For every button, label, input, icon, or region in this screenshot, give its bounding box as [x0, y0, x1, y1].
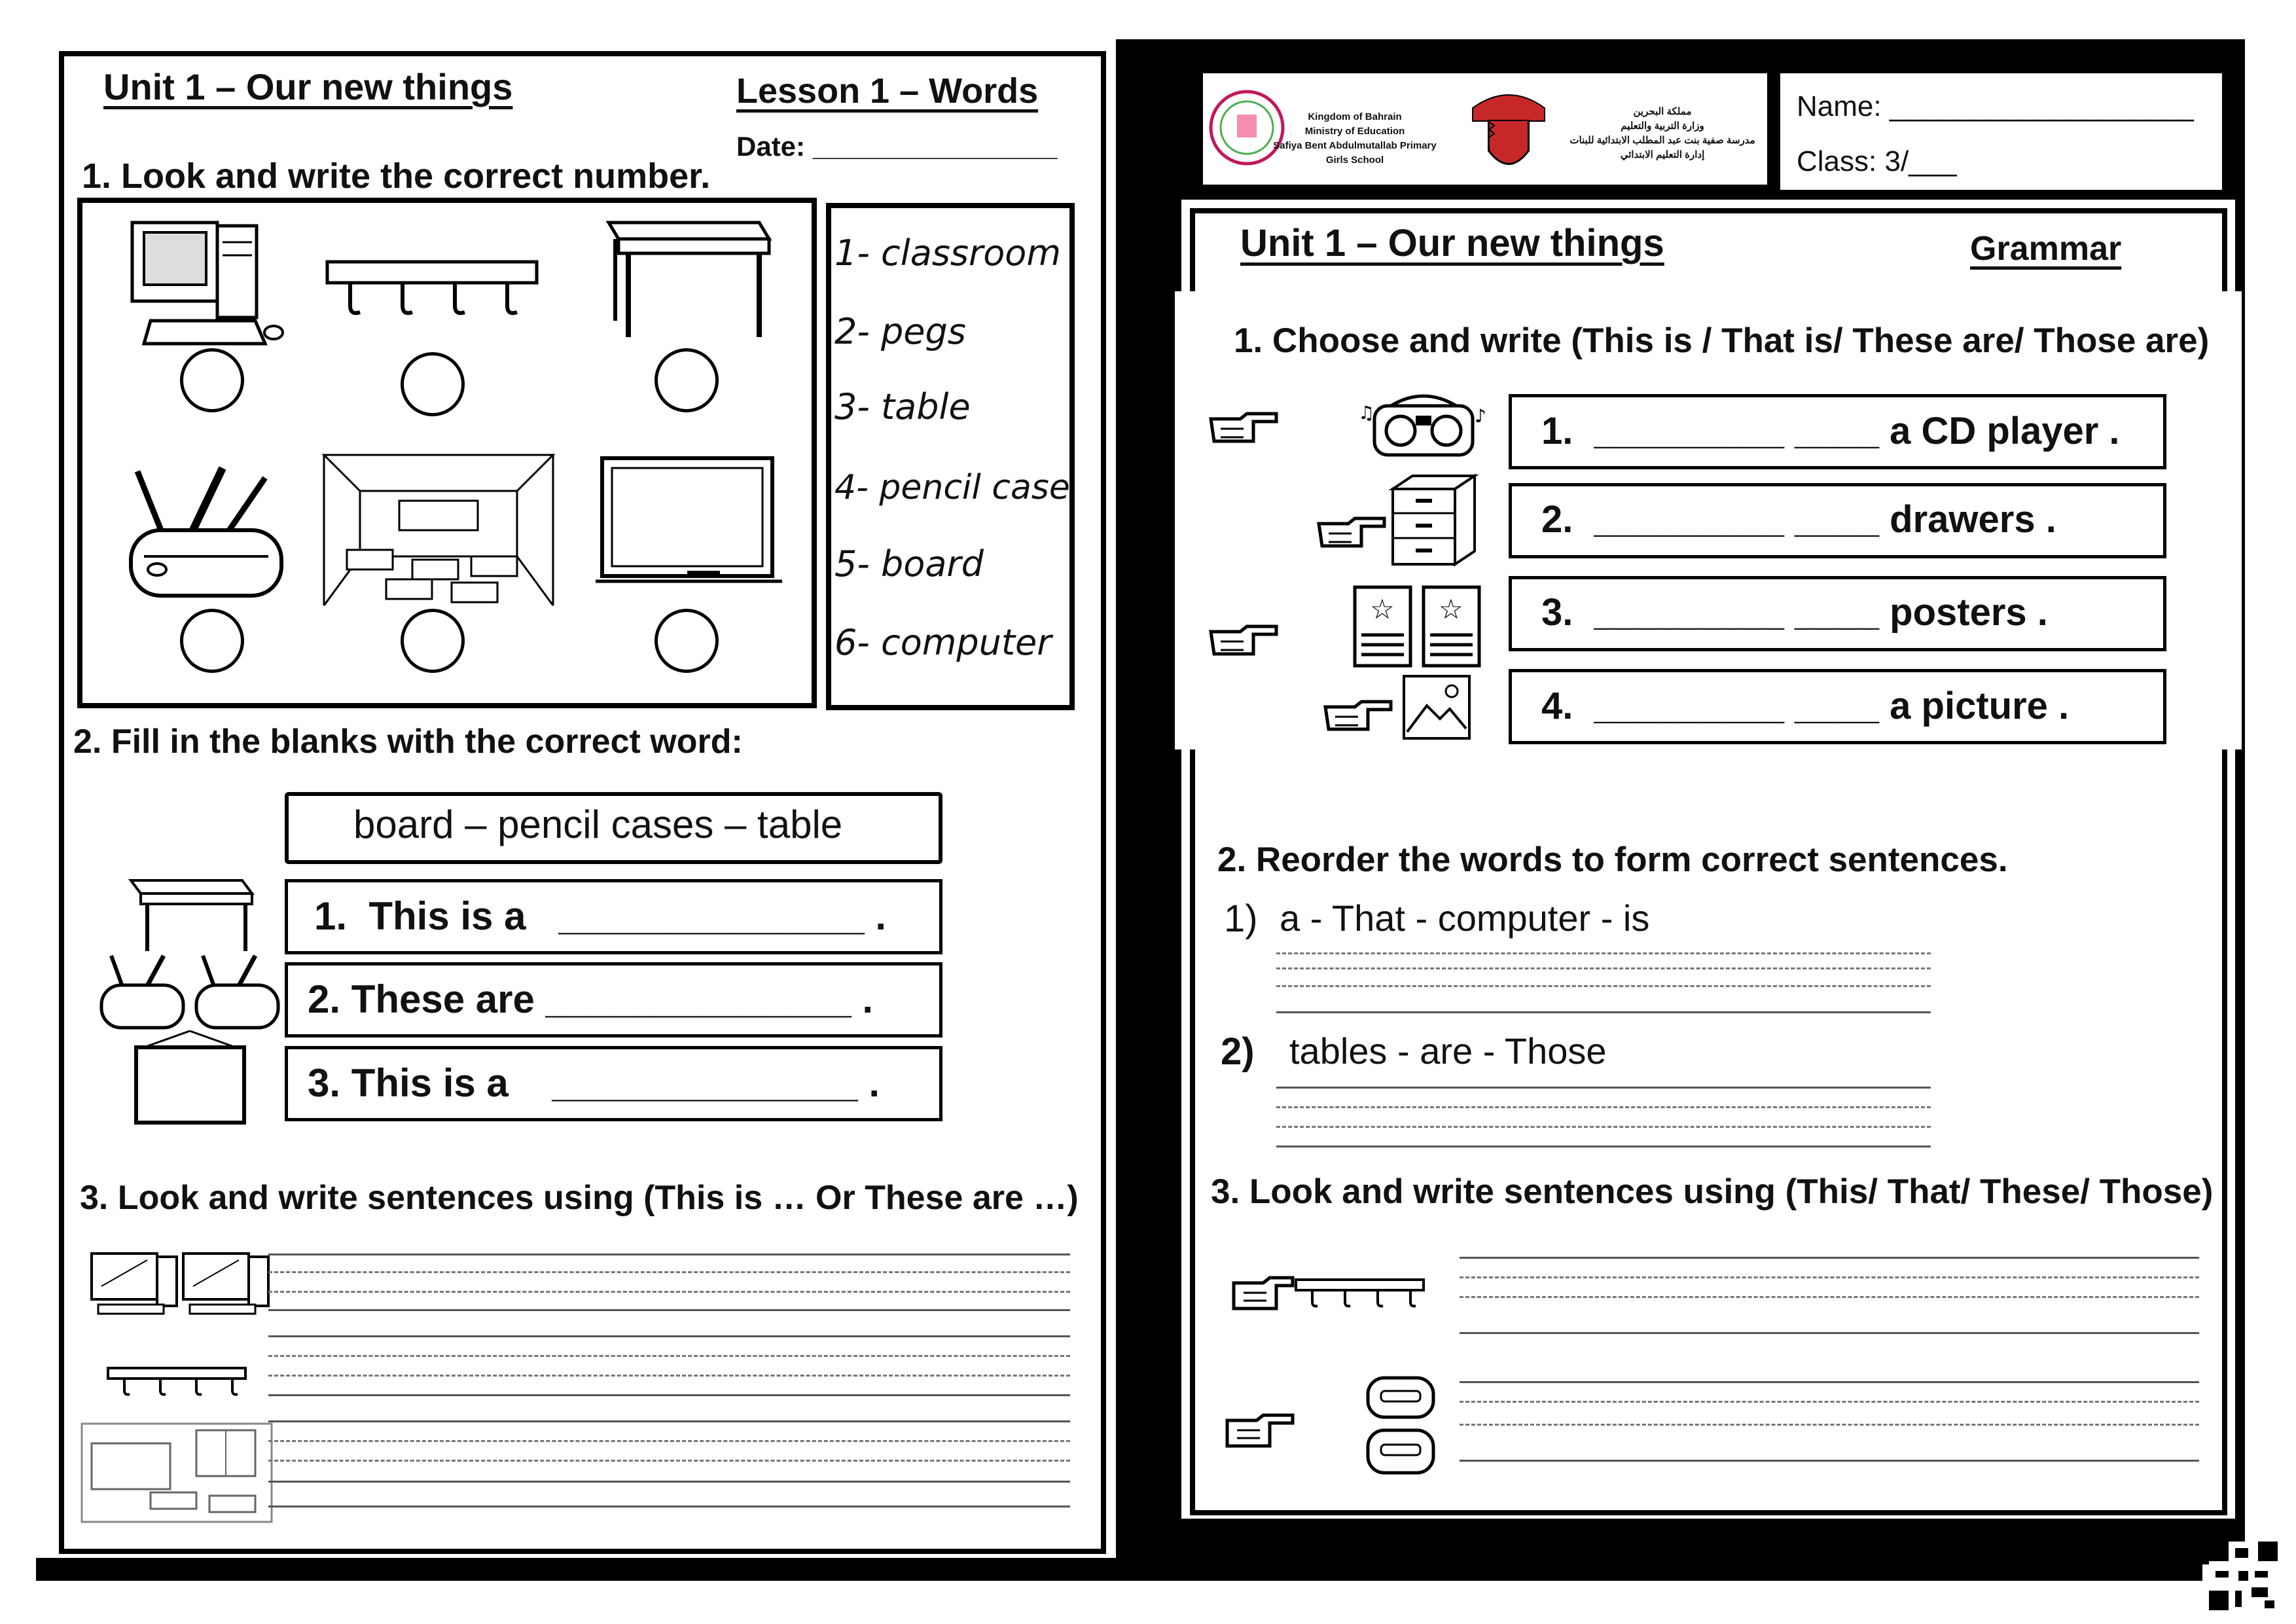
pegs-icon — [324, 249, 540, 321]
pegs-icon — [105, 1363, 249, 1402]
school-name-line: وزارة التربية والتعليم — [1621, 120, 1704, 132]
svg-text:♪: ♪ — [1475, 405, 1486, 427]
svg-text:☆: ☆ — [1439, 593, 1463, 625]
writing-line[interactable] — [268, 1420, 1070, 1422]
answer-circle-computer[interactable] — [180, 348, 244, 412]
school-name-line: Girls School — [1325, 154, 1384, 166]
word-list-item: 2- pegs — [834, 311, 966, 352]
answer-circle-table[interactable] — [655, 348, 719, 412]
table-icon — [124, 874, 255, 952]
class-field[interactable]: Class: 3/___ — [1797, 145, 1957, 177]
school-name-line: Safiya Bent Abdulmutallab Primary — [1273, 140, 1437, 151]
pointing-hand-pegs-icon — [1230, 1267, 1427, 1319]
writing-line[interactable] — [1276, 1126, 1931, 1128]
name-field[interactable]: Name: ___________________ — [1797, 90, 2194, 122]
board-icon — [131, 1031, 249, 1129]
right-q1-heading: 1. Choose and write (This is / That is/ These are/ Those are) — [1234, 321, 2210, 360]
writing-line[interactable] — [268, 1271, 1070, 1273]
computers-icon — [85, 1247, 275, 1319]
choose-item-text[interactable]: 4. _________ ____ a picture . — [1541, 685, 2070, 727]
board-icon — [592, 452, 789, 596]
fill-item-text[interactable]: 1. This is a ______________ . — [314, 894, 886, 938]
writing-line[interactable] — [268, 1335, 1070, 1337]
grammar-label: Grammar — [1970, 230, 2122, 268]
choose-item-text[interactable]: 1. _________ ____ a CD player . — [1541, 410, 2120, 452]
writing-line[interactable] — [1460, 1401, 2199, 1403]
school-name-line: Ministry of Education — [1304, 126, 1405, 137]
pencil-cases-icon — [98, 952, 281, 1031]
reorder-words: tables - are - Those — [1289, 1030, 1607, 1072]
writing-line[interactable] — [268, 1309, 1070, 1311]
writing-line[interactable] — [1460, 1257, 2199, 1259]
reorder-words: a - That - computer - is — [1280, 897, 1650, 939]
writing-line[interactable] — [1460, 1381, 2199, 1383]
word-list-item: 6- computer — [834, 622, 1052, 663]
writing-line[interactable] — [1460, 1460, 2199, 1462]
pencil-cases-icon — [1361, 1371, 1440, 1483]
school-name-en — [1273, 110, 1437, 168]
writing-line[interactable] — [1276, 985, 1931, 987]
writing-line[interactable] — [268, 1481, 1070, 1483]
answer-circle-pegs[interactable] — [401, 352, 465, 416]
writing-line[interactable] — [268, 1460, 1070, 1462]
drawers-icon — [1386, 473, 1481, 568]
svg-text:♫: ♫ — [1358, 402, 1375, 424]
pointing-hand-icon — [1208, 619, 1280, 664]
writing-line[interactable] — [1460, 1332, 2199, 1334]
picture-icon — [1401, 673, 1473, 742]
answer-circle-pencil-case[interactable] — [180, 609, 244, 673]
writing-line[interactable] — [1460, 1424, 2199, 1426]
word-list-item: 5- board — [834, 543, 984, 585]
writing-line[interactable] — [268, 1506, 1070, 1507]
cd-player-icon — [1358, 386, 1489, 465]
left-unit-title: Unit 1 – Our new things — [103, 66, 513, 107]
writing-line[interactable] — [1460, 1276, 2199, 1278]
writing-line[interactable] — [268, 1254, 1070, 1255]
school-name-line: مملكة البحرين — [1633, 106, 1692, 117]
table-icon — [602, 209, 772, 340]
word-list-item: 1- classroom — [834, 232, 1061, 274]
writing-line[interactable] — [268, 1355, 1070, 1357]
svg-text:☆: ☆ — [1370, 593, 1395, 625]
school-name-line: Kingdom of Bahrain — [1308, 111, 1402, 122]
fill-item-text[interactable]: 2. These are ______________ . — [308, 977, 874, 1021]
pointing-hand-icon — [1316, 511, 1388, 556]
pointing-hand-icon — [1208, 406, 1280, 452]
pencil-case-icon — [124, 458, 288, 602]
pointing-hand-icon — [1224, 1404, 1296, 1456]
bahrain-emblem-icon — [1460, 82, 1558, 180]
reorder-number: 2) — [1221, 1030, 1255, 1073]
right-q3-heading: 3. Look and write sentences using (This/ That/ These/ Those) — [1211, 1172, 2214, 1211]
fill-item-text[interactable]: 3. This is a ______________ . — [308, 1061, 880, 1105]
reorder-number: 1) — [1224, 897, 1258, 940]
word-list-item: 4- pencil case — [834, 468, 1070, 507]
writing-line[interactable] — [1276, 1106, 1931, 1108]
right-q2-heading: 2. Reorder the words to form correct sentences. — [1217, 840, 2008, 879]
answer-circle-board[interactable] — [655, 609, 719, 673]
answer-circle-classroom[interactable] — [401, 609, 465, 673]
writing-line[interactable] — [1276, 1011, 1931, 1013]
computer-icon — [124, 216, 288, 347]
left-q3-heading: 3. Look and write sentences using (This is … Or These are …) — [80, 1179, 1079, 1217]
classroom-icon — [79, 1417, 275, 1528]
writing-line[interactable] — [268, 1440, 1070, 1442]
writing-line[interactable] — [1276, 967, 1931, 969]
school-name-line: مدرسة صفية بنت عبد المطلب الابتدائية للبنات — [1570, 135, 1755, 146]
left-q2-heading: 2. Fill in the blanks with the correct word: — [73, 723, 743, 761]
choose-item-text[interactable]: 2. _________ ____ drawers . — [1541, 498, 2056, 541]
lesson-title: Lesson 1 – Words — [736, 71, 1039, 111]
right-unit-title: Unit 1 – Our new things — [1240, 222, 1664, 264]
date-field[interactable]: Date: ________________ — [736, 131, 1058, 162]
qr-code — [2209, 1542, 2278, 1610]
word-list-item: 3- table — [834, 386, 971, 427]
writing-line[interactable] — [268, 1291, 1070, 1293]
word-bank-text: board – pencil cases – table — [353, 803, 843, 846]
writing-line[interactable] — [1276, 1146, 1931, 1147]
posters-icon — [1352, 579, 1482, 671]
left-q1-heading: 1. Look and write the correct number. — [82, 156, 711, 196]
writing-line[interactable] — [1276, 952, 1931, 954]
classroom-icon — [321, 452, 556, 609]
school-name-line: إدارة التعليم الابتدائي — [1620, 149, 1705, 160]
writing-line[interactable] — [268, 1375, 1070, 1377]
writing-line[interactable] — [1460, 1296, 2199, 1298]
writing-line[interactable] — [1276, 1087, 1931, 1089]
pointing-hand-icon — [1322, 694, 1394, 740]
school-name-ar — [1564, 105, 1761, 162]
choose-item-text[interactable]: 3. _________ ____ posters . — [1541, 591, 2048, 634]
writing-line[interactable] — [268, 1394, 1070, 1396]
